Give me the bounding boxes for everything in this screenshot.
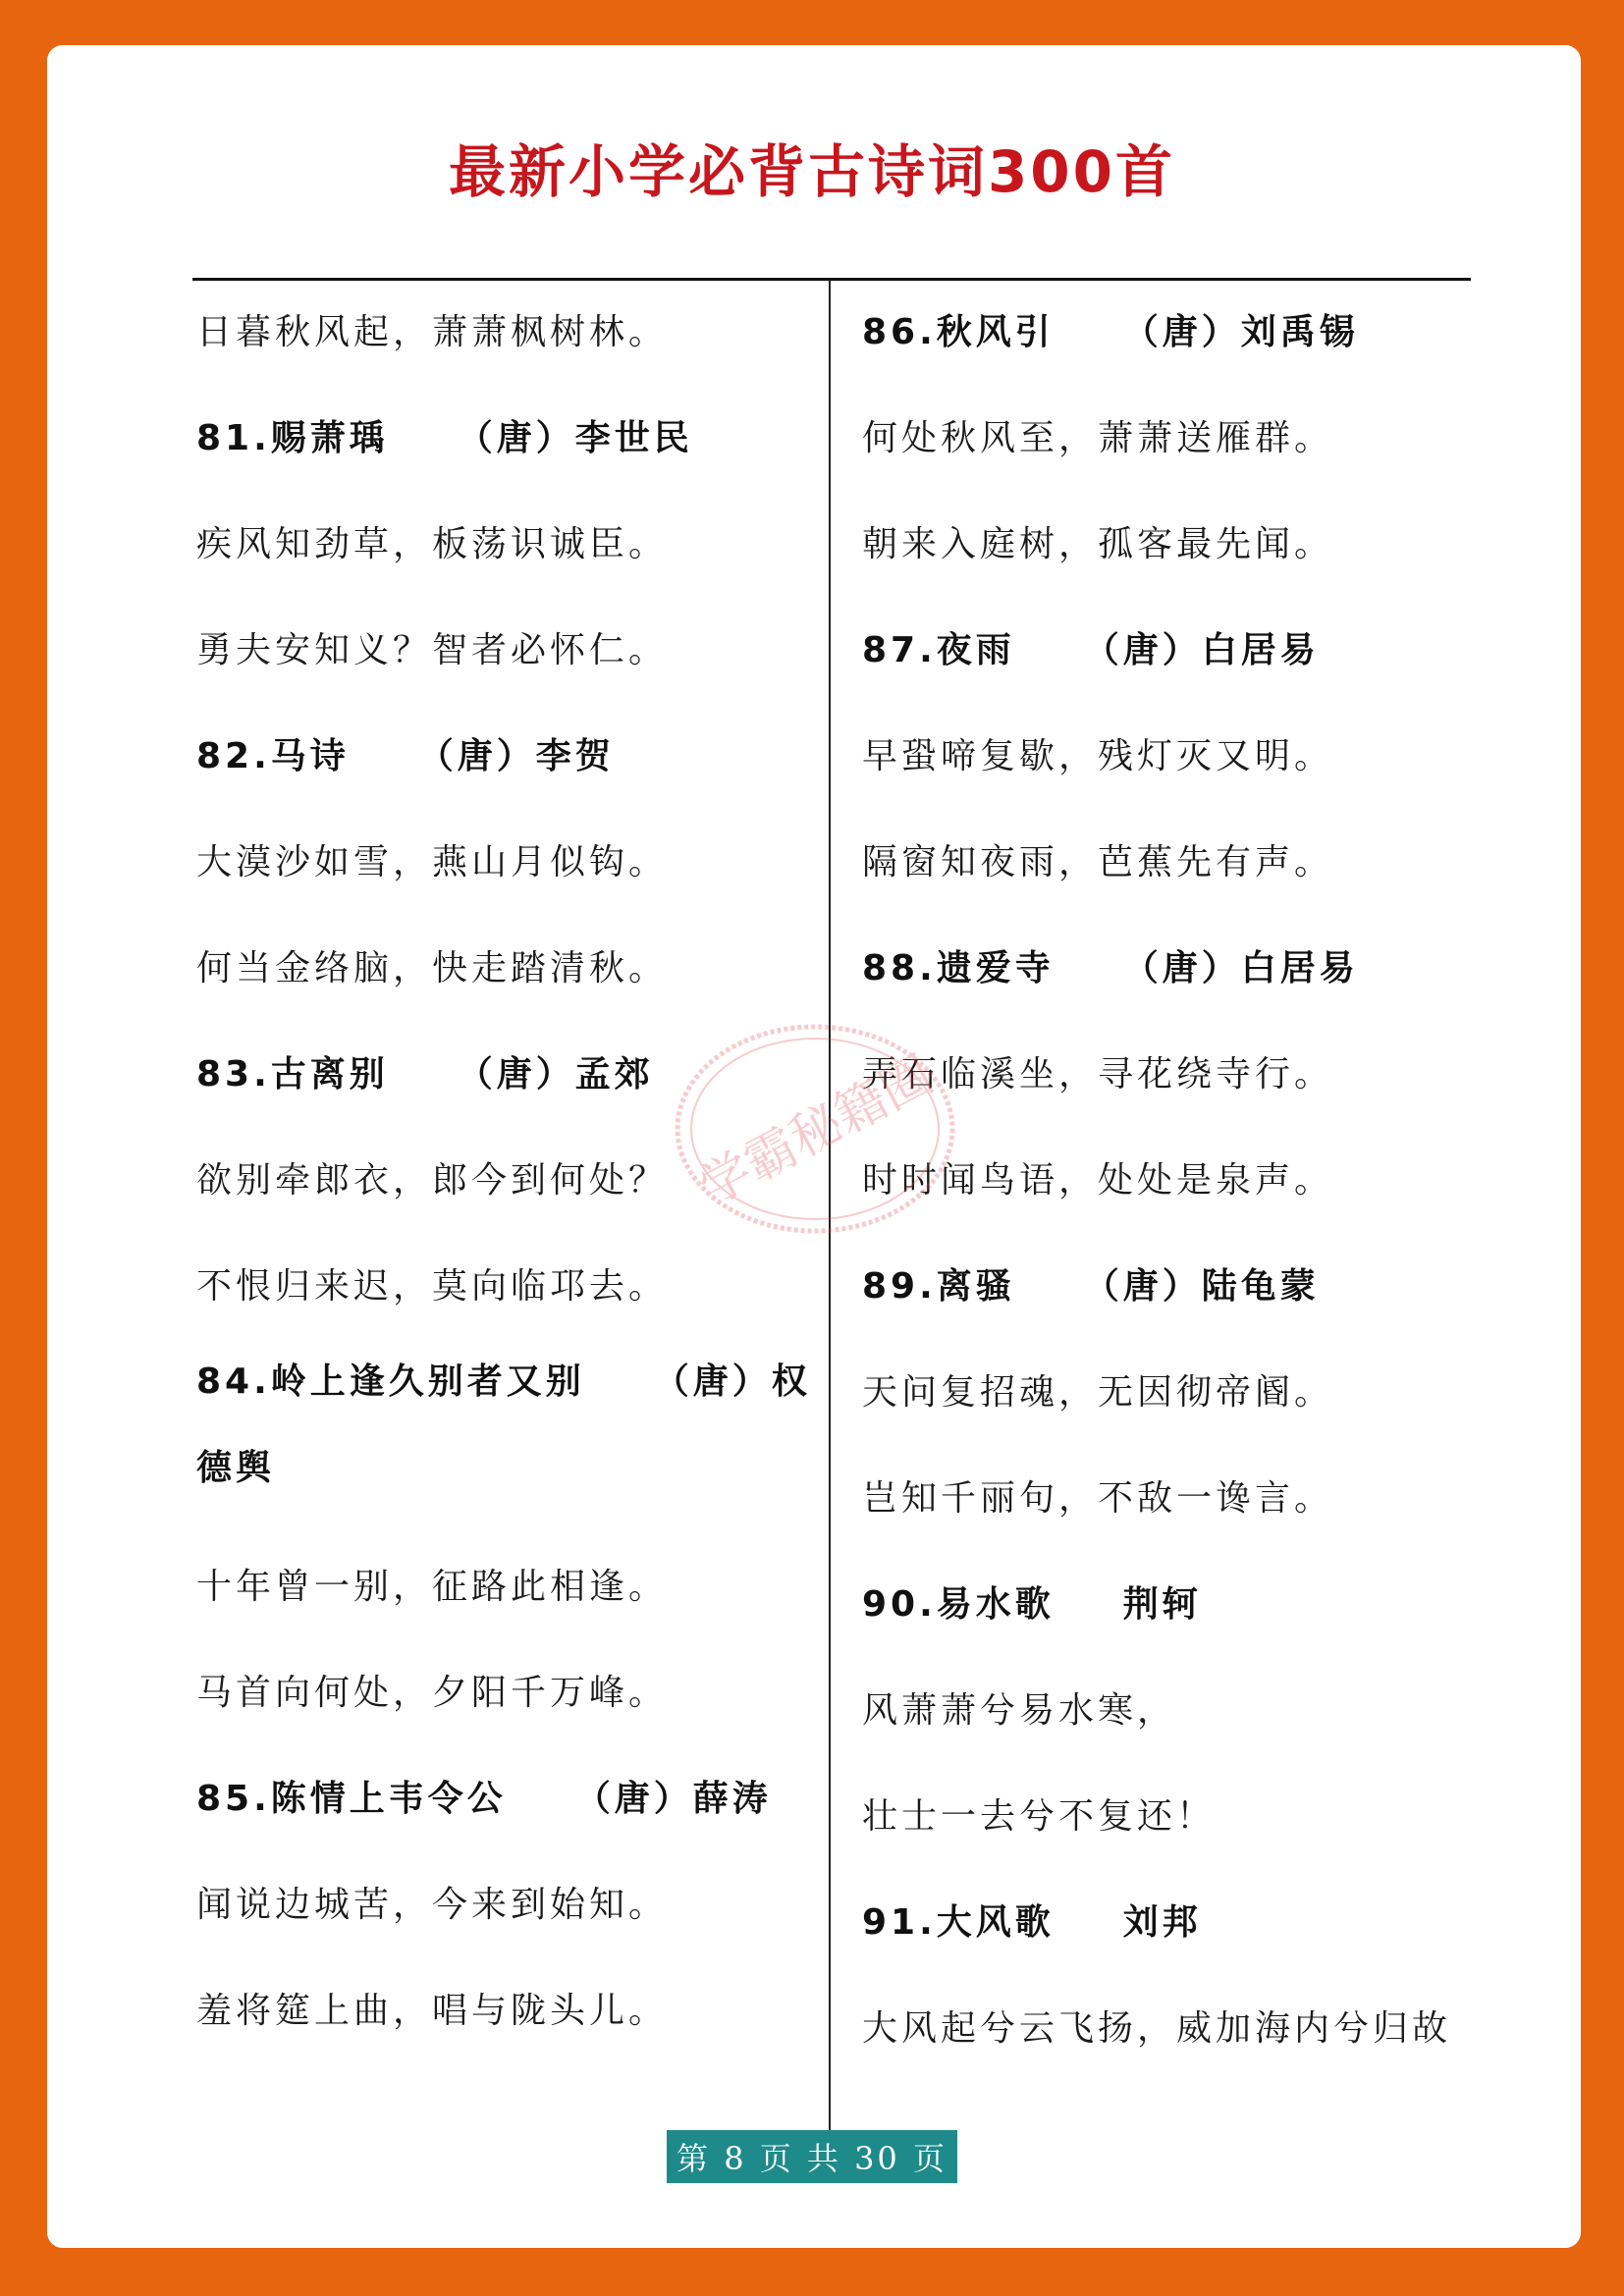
verse-line: 隔窗知夜雨，芭蕉先有声。 <box>862 842 1334 882</box>
poem-title: 88.遗爱寺 <box>862 948 1055 988</box>
page-footer <box>0 2130 1624 2183</box>
poem-heading <box>862 622 1320 672</box>
poem-heading <box>862 1576 1202 1627</box>
poem-author: （唐）孟郊 <box>457 1054 654 1095</box>
verse-line: 朝来入庭树，孤客最先闻。 <box>862 524 1334 564</box>
verse-line: 疾风知劲草，板荡识诚臣。 <box>196 524 669 564</box>
verse-line: 早蛩啼复歇，残灯灭又明。 <box>862 736 1334 776</box>
poem-author: 刘邦 <box>1122 1902 1202 1943</box>
poem-heading <box>196 1771 772 1821</box>
verse-line: 何处秋风至，萧萧送雁群。 <box>862 418 1334 458</box>
poem-title: 83.古离别 <box>196 1054 389 1095</box>
title-rule <box>192 278 1471 281</box>
verse-line: 闻说边城苦，今来到始知。 <box>196 1885 669 1925</box>
poem-heading <box>862 304 1359 354</box>
poem-author: （唐）白居易 <box>1122 948 1359 988</box>
poem-heading <box>196 1046 654 1096</box>
verse-line: 日暮秋风起，萧萧枫树林。 <box>196 312 669 352</box>
poem-author: （唐）陆龟蒙 <box>1083 1266 1320 1307</box>
verse-line: 时时闻鸟语，处处是泉声。 <box>862 1160 1334 1201</box>
verse-line: 羞将筵上曲，唱与陇头儿。 <box>196 1991 669 2031</box>
poem-author: （唐）刘禹锡 <box>1122 312 1359 352</box>
verse-line: 大漠沙如雪，燕山月似钩。 <box>196 842 669 882</box>
poem-title: 82.马诗 <box>196 736 350 776</box>
verse-line: 风萧萧兮易水寒， <box>862 1690 1177 1731</box>
poem-title: 91.大风歌 <box>862 1902 1055 1943</box>
poem-author: （唐）白居易 <box>1083 630 1320 670</box>
verse-line: 天问复招魂，无因彻帝阍。 <box>862 1372 1334 1413</box>
poem-heading <box>196 1339 825 1512</box>
poem-title: 84.岭上逢久别者又别 <box>196 1362 585 1402</box>
poem-title: 90.易水歌 <box>862 1584 1055 1625</box>
verse-line: 大风起兮云飞扬，威加海内兮归故 <box>862 2008 1452 2049</box>
poem-author: 荆轲 <box>1122 1584 1202 1625</box>
verse-line: 何当金络脑，快走踏清秋。 <box>196 948 669 988</box>
poem-title: 89.离骚 <box>862 1266 1015 1307</box>
poem-author: （唐）薛涛 <box>574 1779 772 1819</box>
poem-title: 85.陈情上韦令公 <box>196 1779 507 1819</box>
verse-line: 不恨归来迟，莫向临邛去。 <box>196 1266 669 1307</box>
poem-heading <box>862 940 1359 990</box>
page-number: 第 8 页 共 30 页 <box>667 2130 957 2183</box>
poem-heading <box>862 1258 1320 1308</box>
verse-line: 欲别牵郎衣，郎今到何处？ <box>196 1160 669 1201</box>
verse-line: 壮士一去兮不复还！ <box>862 1796 1217 1837</box>
verse-line: 岂知千丽句，不敌一谗言。 <box>862 1478 1334 1519</box>
verse-line: 弄石临溪坐，寻花绕寺行。 <box>862 1054 1334 1095</box>
document-title: 最新小学必背古诗词300首 <box>448 138 1176 205</box>
verse-line: 马首向何处，夕阳千万峰。 <box>196 1673 669 1713</box>
column-divider <box>829 280 831 2140</box>
poem-author: （唐）权德舆 <box>196 1362 811 1488</box>
poem-author: （唐）李世民 <box>457 418 693 458</box>
poem-title: 86.秋风引 <box>862 312 1055 352</box>
watermark-text: 学霸秘籍圈 <box>689 1045 944 1218</box>
poem-heading <box>196 410 693 460</box>
poem-author: （唐）李贺 <box>417 736 615 776</box>
verse-line: 勇夫安知义？智者必怀仁。 <box>196 630 669 670</box>
verse-line: 十年曾一别，征路此相逢。 <box>196 1567 669 1607</box>
poem-heading <box>196 728 615 778</box>
poem-title: 81.赐萧瑀 <box>196 418 389 458</box>
poem-heading <box>862 1895 1202 1945</box>
poem-title: 87.夜雨 <box>862 630 1015 670</box>
